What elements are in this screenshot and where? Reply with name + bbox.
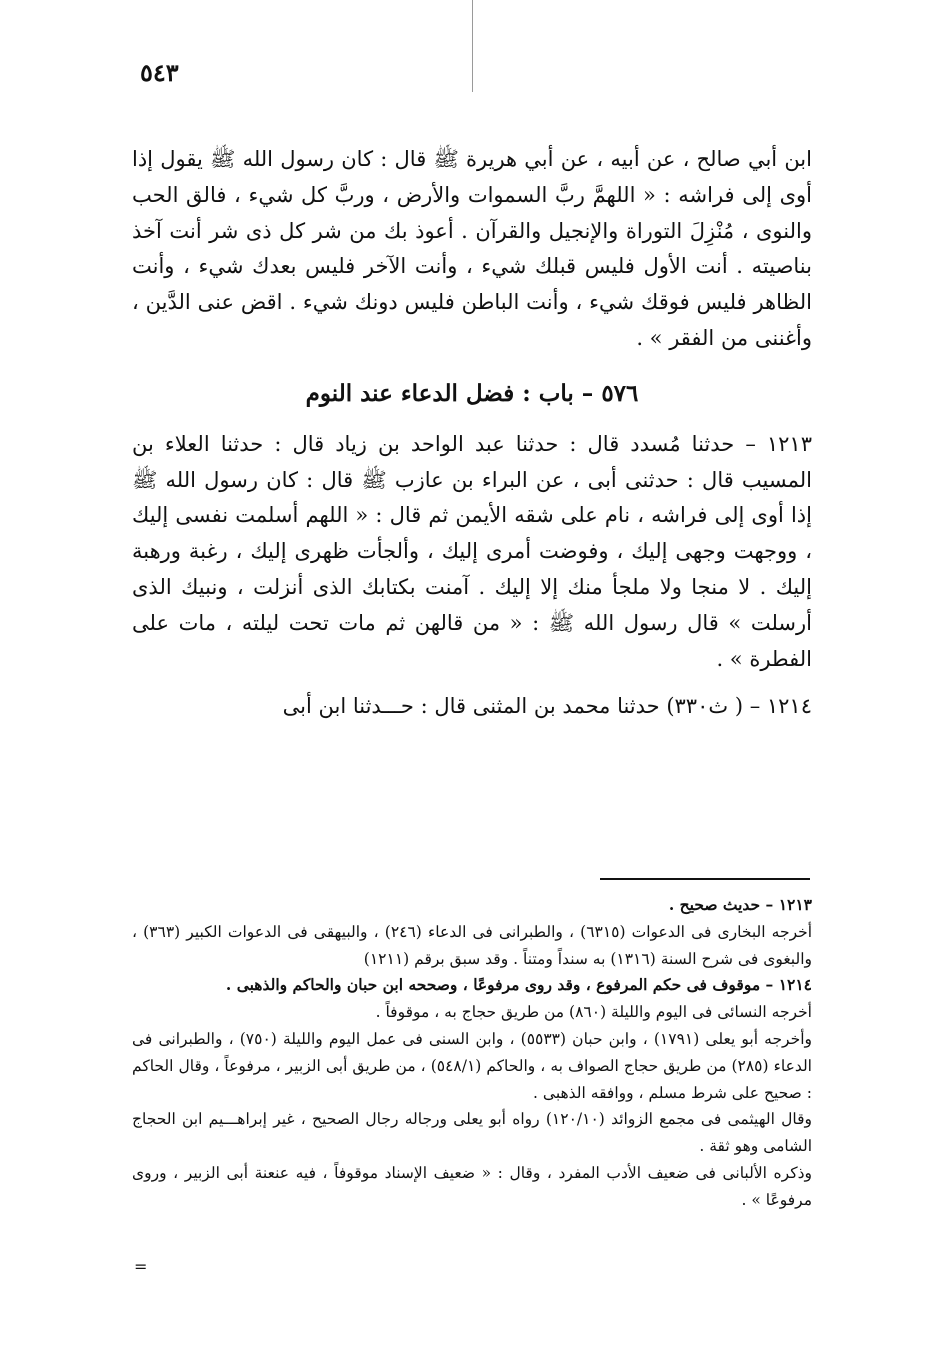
main-text: [132, 142, 812, 725]
continuation-mark: =: [134, 1257, 148, 1276]
footnote-1213-heading: ١٢١٣ – حديث صحيح .: [668, 895, 812, 914]
footnote-1213-body: أخرجه البخارى فى الدعوات (٦٣١٥) ، والطبرانى فى الدعاء (٢٤٦) ، والبيهقى فى الدعوات الكبير (٣٦٣) ، والبغوى فى شرح السنة (١٣١٦) به سنداً ومتناً . وقد سبق برقم (١٢١١): [132, 922, 813, 968]
footnotes: [132, 892, 812, 1214]
paragraph-continuation: ابن أبي صالح ، عن أبيه ، عن أبي هريرة ﷺ قال : كان رسول الله ﷺ يقول إذا أوى إلى فراشه : « اللهمَّ ربَّ السموات والأرض ، وربَّ كل شيء ، فالق الحب والنوى ، مُنْزِلَ التوراة والإنجيل والقرآن . أعوذ بك من شر كل ذى شر أنت آخذ بناصيته . أنت الأول فليس قبلك شيء ، وأنت الآخر فليس بعدك شيء ، وأنت الظاهر فليس فوقك شيء ، وأنت الباطن فليس دونك شيء . اقض عنى الدَّين ، وأغننى من الفقر » .: [132, 147, 812, 350]
paragraph-gap: [132, 677, 812, 689]
page-number: ٥٤٣: [140, 58, 179, 87]
footnote-separator: [600, 878, 810, 880]
footnote-1214-body-1: أخرجه النسائى فى اليوم والليلة (٨٦٠) من طريق حجاج به ، موقوفاً .: [375, 1003, 812, 1022]
chapter-heading: ٥٧٦ – باب : فضل الدعاء عند النوم: [305, 379, 639, 407]
footnote-1214-body-2: وأخرجه أبو يعلى (١٧٩١) ، وابن حبان (٥٥٣٣) ، وابن السنى فى عمل اليوم والليلة (٧٥٠) ، والطبرانى فى الدعاء (٢٨٥) من طريق حجاج الصواف به ، والحاكم (٥٤٨/١) ، من طريق أبى الزبير ، مرفوعاً ، وقال الحاكم : صحيح على شرط مسلم ، ووافقه الذهبى .: [132, 1029, 812, 1102]
hadith-1214: ١٢١٤ – ( ث٣٣٠) حدثنا محمد بن المثنى قال : حـــدثنا ابن أبى: [282, 694, 812, 719]
hadith-1213: ١٢١٣ – حدثنا مُسدد قال : حدثنا عبد الواحد بن زياد قال : حدثنا العلاء بن المسيب قال : حدثنى أبى ، عن البراء بن عازب ﷺ قال : كان رسول الله ﷺ إذا أوى إلى فراشه ، نام على شقه الأيمن ثم قال : « اللهم أسلمت نفسى إليك ، ووجهت وجهى إليك ، وفوضت أمرى إليك ، وألجأت ظهرى إليك ، رغبة ورهبة إليك . لا منجا ولا ملجأ منك إلا إليك . آمنت بكتابك الذى أنزلت ، ونبيك الذى أرسلت » قال رسول الله ﷺ : « من قالهن ثم مات تحت ليلته ، مات على الفطرة » .: [132, 431, 812, 671]
footnote-1214-body-4: وذكره الألبانى فى ضعيف الأدب المفرد ، وقال : « ضعيف الإسناد موقوفاً ، فيه عنعنة أبى الزبير ، وروى مرفوعًا » .: [132, 1163, 812, 1209]
scan-edge-line: [472, 0, 473, 92]
footnote-1214-body-3: وقال الهيثمى فى مجمع الزوائد (١٢٠/١٠) رواه أبو يعلى ورجاله رجال الصحيح ، غير إبراهـــيم ابن الحجاج الشامى وهو ثقة .: [132, 1110, 813, 1156]
footnote-1214-heading: ١٢١٤ – موقوف فى حكم المرفوع ، وقد روى مرفوعًا ، وصححه ابن حبان والحاكم والذهبى .: [225, 975, 812, 995]
